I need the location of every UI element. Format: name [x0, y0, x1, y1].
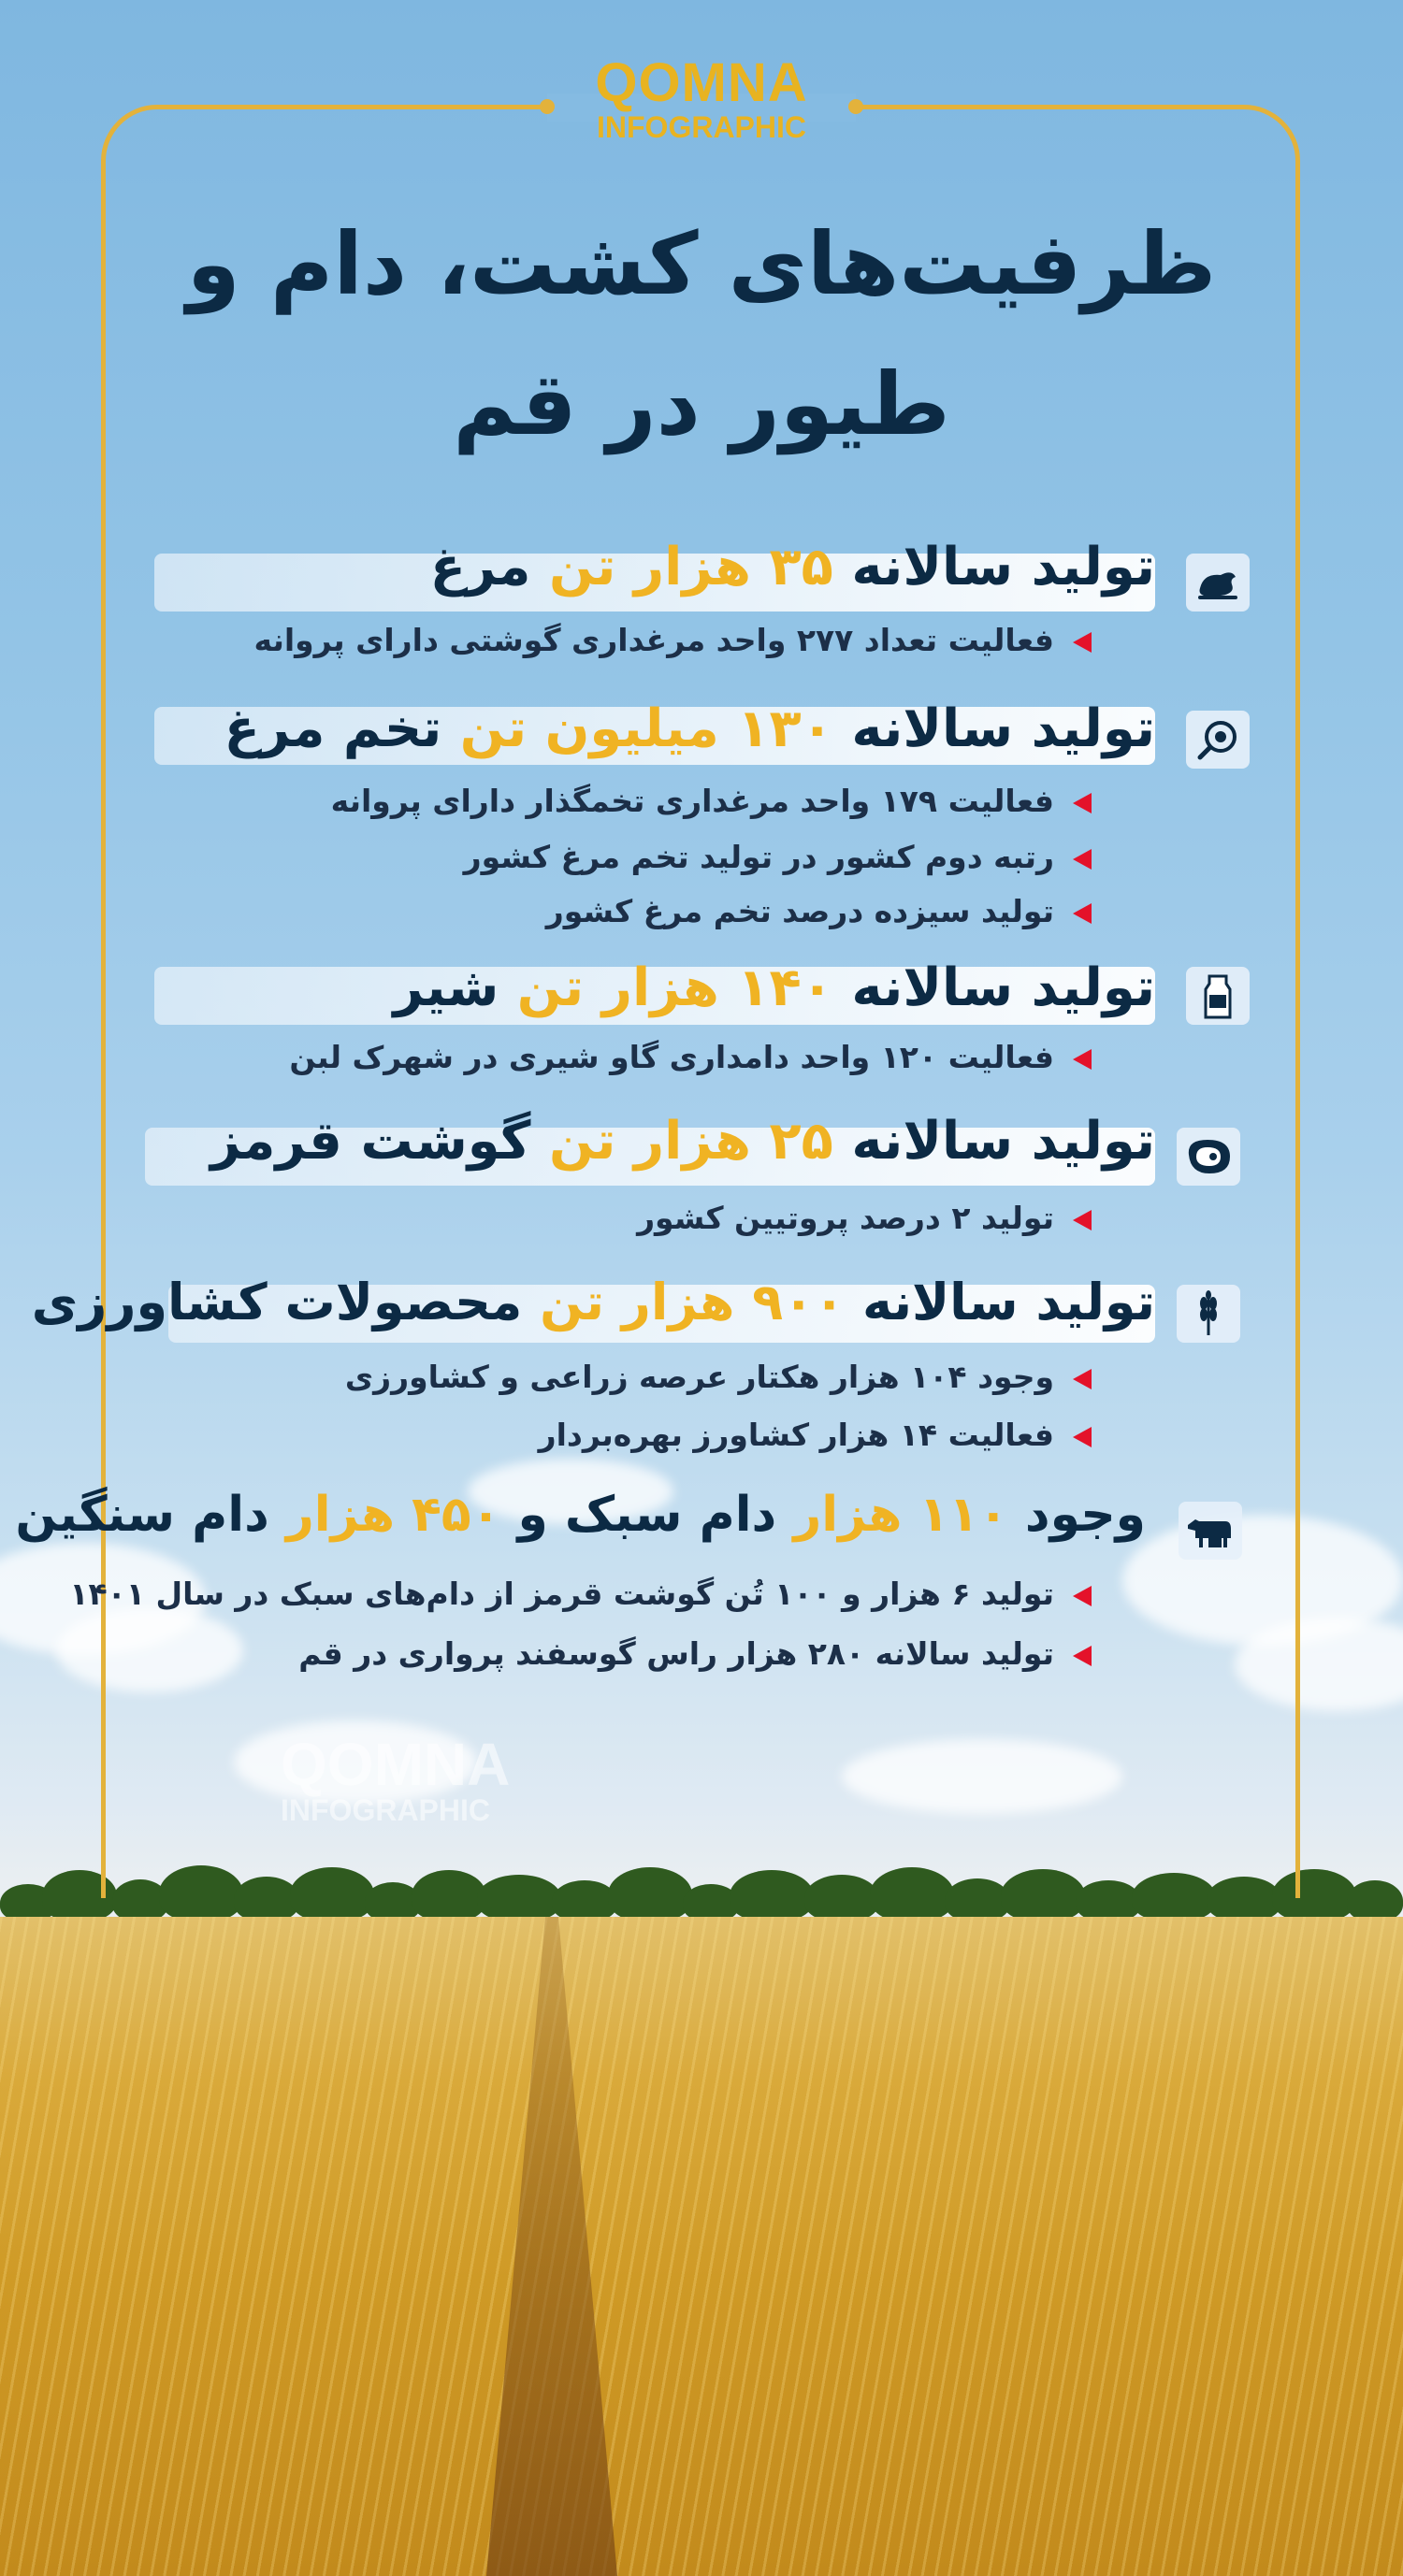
livestock-icon — [1179, 1502, 1242, 1560]
brand-subtitle: INFOGRAPHIC — [597, 110, 806, 144]
watermark-logo: QOMNA — [281, 1731, 511, 1798]
list-item: فعالیت ۱۷۹ واحد مرغداری تخمگذار دارای پروانه — [331, 778, 1092, 825]
meat-icon — [1177, 1128, 1240, 1186]
list-item: تولید ۶ هزار و ۱۰۰ تُن گوشت قرمز از دام‌های سبک در سال ۱۴۰۱ — [69, 1571, 1092, 1618]
egg-icon — [1186, 711, 1250, 769]
list-item: رتبه دوم کشور در تولید تخم مرغ کشور — [464, 834, 1092, 881]
section-heading: تولید سالانه ۱۳۰ میلیون تن تخم مرغ — [224, 698, 1155, 759]
list-item: تولید سالانه ۲۸۰ هزار راس گوسفند پرواری در قم — [298, 1631, 1092, 1677]
wheat-field — [0, 1917, 1403, 2576]
section-heading: تولید سالانه ۹۰۰ هزار تن محصولات کشاورزی — [31, 1273, 1155, 1331]
wheat-icon — [1177, 1285, 1240, 1343]
chicken-icon — [1186, 554, 1250, 612]
list-item: فعالیت ۱۴ هزار کشاورز بهره‌بردار — [539, 1412, 1092, 1459]
list-item: وجود ۱۰۴ هزار هکتار عرصه زراعی و کشاورزی — [345, 1354, 1092, 1401]
list-item: تولید ۲ درصد پروتیین کشور — [637, 1195, 1092, 1242]
section-heading: وجود ۱۱۰ هزار دام سبک و ۴۵۰ هزار دام سنگین — [15, 1487, 1146, 1543]
section-heading: تولید سالانه ۲۵ هزار تن گوشت قرمز — [210, 1111, 1155, 1172]
section-heading: تولید سالانه ۱۴۰ هزار تن شیر — [393, 957, 1155, 1018]
list-item: تولید سیزده درصد تخم مرغ کشور — [546, 888, 1092, 935]
page-title-line2: طیور در قم — [453, 354, 950, 454]
brand-logo: QOMNA — [595, 52, 808, 113]
section-heading: تولید سالانه ۳۵ هزار تن مرغ — [429, 537, 1155, 597]
milk-icon — [1186, 967, 1250, 1025]
list-item: فعالیت تعداد ۲۷۷ واحد مرغداری گوشتی دارای پروانه — [253, 617, 1092, 664]
page-title-line1: ظرفیت‌های کشت، دام و — [186, 214, 1217, 314]
watermark-subtitle: INFOGRAPHIC — [281, 1793, 490, 1827]
list-item: فعالیت ۱۲۰ واحد دامداری گاو شیری در شهرک لبن — [289, 1034, 1092, 1081]
